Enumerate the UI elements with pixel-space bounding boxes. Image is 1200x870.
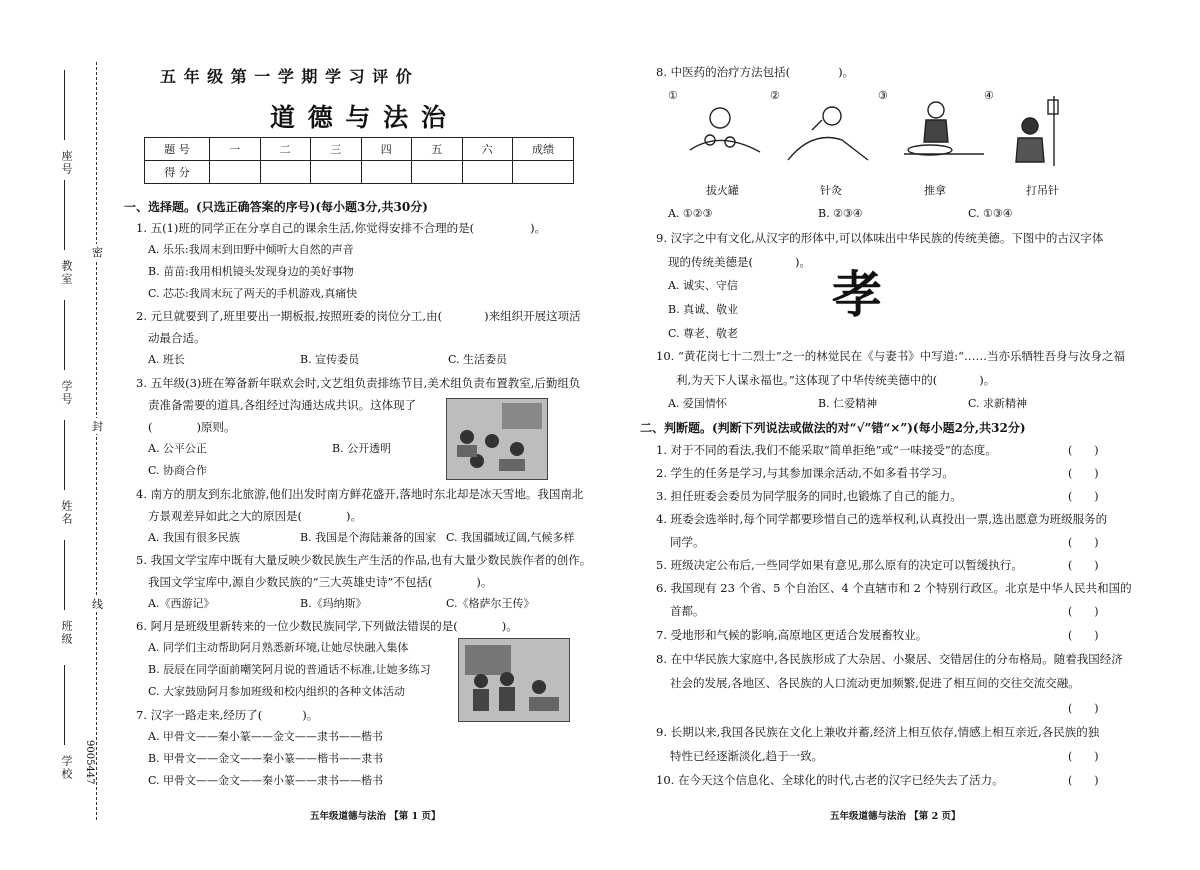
q8-caption-iv-drip: 打吊针 [1026, 184, 1059, 197]
score-table-header-row [145, 138, 574, 161]
q3-option-b[interactable]: B. 公开透明 [332, 442, 392, 455]
page2-footer: 五年级道德与法治 【第 2 页】 [830, 811, 961, 822]
table-cell: 二 [260, 138, 311, 161]
cupping-illustration [680, 100, 770, 166]
seal-mark-feng: 封 [92, 420, 103, 433]
name-line [64, 420, 65, 490]
score-cell[interactable] [462, 161, 513, 184]
q3-line1: 3. 五年级(3)班在筹备新年联欢会时,文艺组负责排练节目,美术组负责布置教室,后勤组负 [136, 376, 581, 390]
judgment-3-answer-bracket[interactable]: ( ) [1068, 490, 1099, 503]
q6-text: 6. 阿月是班级里新转来的一位少数民族同学,下列做法错误的是( )。 [136, 619, 518, 633]
q3-option-c[interactable]: C. 协商合作 [148, 464, 208, 477]
q3-line2: 责准备需要的道具,各组经过沟通达成共识。这体现了 [148, 398, 417, 412]
q5-line1: 5. 我国文学宝库中既有大量反映少数民族生产生活的作品,也有大量少数民族作者的创作。 [136, 553, 592, 567]
classroom-meeting-illustration [446, 398, 548, 480]
table-cell: 一 [210, 138, 261, 161]
score-table-score-row [145, 161, 574, 184]
score-cell[interactable] [361, 161, 412, 184]
judgment-9-line2: 特性已经逐渐淡化,趋于一致。 [670, 749, 824, 763]
judgment-1-answer-bracket[interactable]: ( ) [1068, 444, 1099, 457]
judgment-8-answer-bracket[interactable]: ( ) [1068, 702, 1099, 715]
exam-title: 五 年 级 第 一 学 期 学 习 评 价 [160, 67, 413, 86]
q10-line1: 10. “黄花岗七十二烈士”之一的林觉民在《与妻书》中写道:“……当亦乐牺牲吾身与汝身之福 [656, 349, 1125, 363]
q1-option-b[interactable]: B. 苗苗:我用相机镜头发现身边的美好事物 [148, 265, 354, 278]
q1-option-c[interactable]: C. 芯芯:我周末玩了两天的手机游戏,真痛快 [148, 287, 358, 300]
score-cell[interactable] [412, 161, 463, 184]
judgment-8-line2: 社会的发展,各地区、各民族的人口流动更加频繁,促进了相互间的交往交流交融。 [670, 676, 1080, 690]
class-label: 班级 [60, 620, 73, 646]
q2-option-c[interactable]: C. 生活委员 [448, 353, 508, 366]
q1-text: 1. 五(1)班的同学正在分享自己的课余生活,你觉得安排不合理的是( )。 [136, 221, 547, 235]
table-cell: 成绩 [513, 138, 574, 161]
score-cell[interactable] [513, 161, 574, 184]
judgment-2-answer-bracket[interactable]: ( ) [1068, 467, 1099, 480]
q5-line2: 我国文学宝库中,源自少数民族的“三大英雄史诗”不包括( )。 [148, 575, 493, 589]
iv-drip-illustration [1010, 92, 1064, 168]
q8-caption-acupuncture: 针灸 [820, 184, 842, 197]
q4-option-b[interactable]: B. 我国是个海陆兼备的国家 [300, 531, 437, 544]
judgment-4-line2: 同学。 [670, 535, 705, 549]
q8-caption-cupping: 拔火罐 [706, 184, 739, 197]
q4-line2: 方景观差异如此之大的原因是( )。 [148, 509, 362, 523]
q4-option-c[interactable]: C. 我国疆域辽阔,气候多样 [446, 531, 575, 544]
table-cell: 得 分 [145, 161, 210, 184]
ancient-character-glyph: 孝 [832, 265, 882, 324]
score-cell[interactable] [210, 161, 261, 184]
judgment-2: 2. 学生的任务是学习,与其参加课余活动,不如多看书学习。 [656, 466, 954, 480]
q9-line1: 9. 汉字之中有文化,从汉字的形体中,可以体味出中华民族的传统美德。下图中的古汉字体 [656, 231, 1104, 245]
q4-line1: 4. 南方的朋友到东北旅游,他们出发时南方鲜花盛开,落地时东北却是冰天雪地。我国南北 [136, 487, 584, 501]
q2-option-b[interactable]: B. 宣传委员 [300, 353, 360, 366]
q7-option-a[interactable]: A. 甲骨文——秦小篆——金文——隶书——楷书 [148, 730, 383, 743]
class-line [64, 540, 65, 610]
q3-option-a[interactable]: A. 公平公正 [148, 442, 207, 455]
q8-option-b[interactable]: B. ②③④ [818, 207, 863, 220]
q3-line3: ( )原则。 [148, 420, 236, 434]
section1-heading: 一、选择题。(只选正确答案的序号)(每小题3分,共30分) [124, 200, 428, 214]
q5-option-c[interactable]: C.《格萨尔王传》 [446, 597, 535, 610]
judgment-4-answer-bracket[interactable]: ( ) [1068, 536, 1099, 549]
judgment-10-answer-bracket[interactable]: ( ) [1068, 774, 1099, 787]
table-cell: 六 [462, 138, 513, 161]
q10-option-b[interactable]: B. 仁爱精神 [818, 397, 878, 410]
judgment-7-answer-bracket[interactable]: ( ) [1068, 629, 1099, 642]
section2-heading: 二、判断题。(判断下列说法或做法的对“√”错“×”)(每小题2分,共32分) [640, 421, 1026, 435]
judgment-6-answer-bracket[interactable]: ( ) [1068, 605, 1099, 618]
score-table [144, 137, 574, 184]
q10-option-a[interactable]: A. 爱国情怀 [668, 397, 727, 410]
table-cell: 四 [361, 138, 412, 161]
school-line [64, 665, 65, 745]
judgment-8-line1: 8. 在中华民族大家庭中,各民族形成了大杂居、小聚居、交错居住的分布格局。随着我国经济 [656, 652, 1123, 666]
q1-option-a[interactable]: A. 乐乐:我周末到田野中倾听大自然的声音 [148, 243, 354, 256]
q5-option-a[interactable]: A.《西游记》 [148, 597, 215, 610]
q8-caption-tuina: 推拿 [924, 184, 946, 197]
judgment-1: 1. 对于不同的看法,我们不能采取“简单拒绝”或“一味接受”的态度。 [656, 443, 997, 457]
q4-option-a[interactable]: A. 我国有很多民族 [148, 531, 240, 544]
seal-mark-mi: 密 [92, 246, 103, 259]
judgment-6-line1: 6. 我国现有 23 个省、5 个自治区、4 个直辖市和 2 个特别行政区。北京是中华人民共和国的 [656, 581, 1132, 595]
q9-line2: 现的传统美德是( )。 [668, 255, 811, 269]
table-cell: 三 [311, 138, 362, 161]
judgment-6-line2: 首都。 [670, 604, 705, 618]
q9-option-a[interactable]: A. 诚实、守信 [668, 279, 738, 292]
judgment-5-answer-bracket[interactable]: ( ) [1068, 559, 1099, 572]
q8-num-2: ② [770, 89, 780, 102]
judgment-9-line1: 9. 长期以来,我国各民族在文化上兼收并蓄,经济上相互依存,情感上相互亲近,各民族的独 [656, 725, 1100, 739]
q5-option-b[interactable]: B.《玛纳斯》 [300, 597, 367, 610]
q8-num-1: ① [668, 89, 678, 102]
classroom-label: 教室 [60, 260, 73, 286]
q6-option-a[interactable]: A. 同学们主动帮助阿月熟悉新环境,让她尽快融入集体 [148, 641, 409, 654]
judgment-9-answer-bracket[interactable]: ( ) [1068, 750, 1099, 763]
q6-option-b[interactable]: B. 辰辰在同学面前嘲笑阿月说的普通话不标准,让她多练习 [148, 663, 431, 676]
q7-option-b[interactable]: B. 甲骨文——金文——秦小篆——楷书——隶书 [148, 752, 384, 765]
q7-option-c[interactable]: C. 甲骨文——金文——秦小篆——隶书——楷书 [148, 774, 384, 787]
q10-line2: 利,为天下人谋永福也。”这体现了中华传统美德中的( )。 [676, 373, 996, 387]
q8-option-c[interactable]: C. ①③④ [968, 207, 1013, 220]
judgment-10: 10. 在今天这个信息化、全球化的时代,古老的汉字已经失去了活力。 [656, 773, 1004, 787]
judgment-7: 7. 受地形和气候的影响,高原地区更适合发展畜牧业。 [656, 628, 928, 642]
seal-mark-xian: 线 [92, 598, 103, 611]
name-label: 姓名 [60, 500, 73, 526]
score-cell[interactable] [311, 161, 362, 184]
judgment-3: 3. 担任班委会委员为同学服务的同时,也锻炼了自己的能力。 [656, 489, 962, 503]
student-number-line [64, 300, 65, 370]
q8-num-3: ③ [878, 89, 888, 102]
paper-code: 9005447 [84, 740, 95, 785]
q8-text: 8. 中医药的治疗方法包括( )。 [656, 65, 855, 79]
table-cell: 题 号 [145, 138, 210, 161]
table-cell: 五 [412, 138, 463, 161]
q8-num-4: ④ [984, 89, 994, 102]
binding-dashed-line [96, 62, 97, 820]
q8-option-a[interactable]: A. ①②③ [668, 207, 713, 220]
seat-line [64, 70, 65, 140]
tuina-massage-illustration [900, 98, 988, 168]
judgment-4-line1: 4. 班委会选举时,每个同学都要珍惜自己的选举权利,认真投出一票,选出愿意为班级服务的 [656, 512, 1108, 526]
q7-text: 7. 汉字一路走来,经历了( )。 [136, 708, 319, 722]
q2-line2: 动最合适。 [148, 331, 206, 345]
q9-option-b[interactable]: B. 真诚、敬业 [668, 303, 739, 316]
q9-option-c[interactable]: C. 尊老、敬老 [668, 327, 739, 340]
classroom-line [64, 180, 65, 250]
student-number-label: 学号 [60, 380, 73, 406]
judgment-5: 5. 班级决定公布后,一些同学如果有意见,那么原有的决定可以暂缓执行。 [656, 558, 1023, 572]
q6-option-c[interactable]: C. 大家鼓励阿月参加班级和校内组织的各种文体活动 [148, 685, 406, 698]
q2-option-a[interactable]: A. 班长 [148, 353, 185, 366]
subject-title: 道 德 与 法 治 [270, 103, 448, 132]
q2-line1: 2. 元旦就要到了,班里要出一期板报,按照班委的岗位分工,由( )来组织开展这项活 [136, 309, 581, 323]
classmates-illustration [458, 638, 570, 722]
score-cell[interactable] [260, 161, 311, 184]
school-label: 学校 [60, 755, 73, 781]
seat-label: 座号 [60, 150, 73, 176]
acupuncture-illustration [782, 100, 874, 166]
page1-footer: 五年级道德与法治 【第 1 页】 [310, 811, 441, 822]
q10-option-c[interactable]: C. 求新精神 [968, 397, 1028, 410]
